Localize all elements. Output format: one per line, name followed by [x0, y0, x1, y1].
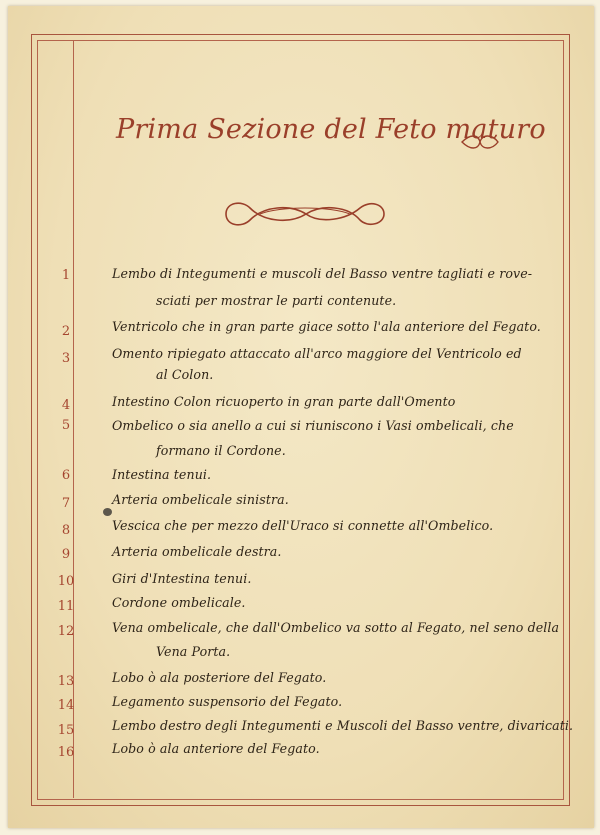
entry-number: 3 [61, 351, 71, 366]
entry-number: 9 [61, 547, 71, 562]
entry-line: Intestina tenui. [112, 467, 212, 482]
entry-line: Legamento suspensorio del Fegato. [112, 694, 343, 709]
entry-number: 16 [57, 745, 75, 760]
entry-line: Intestino Colon ricuoperto in gran parte dall'Omento [112, 394, 456, 409]
entry-line: Omento ripiegato attaccato all'arco maggiore del Ventricolo ed [112, 346, 522, 361]
entry-number: 5 [61, 418, 71, 433]
entry-number: 1 [61, 268, 71, 283]
page-title: Prima Sezione del Feto maturo [116, 114, 546, 145]
decorative-flourish-icon [220, 194, 390, 234]
entry-number: 12 [57, 624, 75, 639]
entry-line: Lembo di Integumenti e muscoli del Basso ventre tagliati e rove- [112, 266, 533, 281]
entry-line: Ombelico o sia anello a cui si riuniscono i Vasi ombelicali, che [112, 418, 514, 433]
entry-number: 8 [61, 523, 71, 538]
title-flourish-icon [460, 132, 500, 152]
entry-number: 6 [61, 468, 71, 483]
entry-line: Cordone ombelicale. [112, 595, 246, 610]
entry-line-continued: Vena Porta. [156, 644, 231, 659]
entry-line-continued: al Colon. [156, 367, 214, 382]
entry-line: Arteria ombelicale sinistra. [112, 492, 289, 507]
ink-blot [103, 508, 112, 516]
entry-number: 10 [57, 574, 75, 589]
entry-line-continued: formano il Cordone. [156, 443, 286, 458]
entry-line: Lobo ò ala anteriore del Fegato. [112, 741, 320, 756]
entry-line: Vescica che per mezzo dell'Uraco si connette all'Ombelico. [112, 518, 494, 533]
entry-line: Lobo ò ala posteriore del Fegato. [112, 670, 327, 685]
entry-number: 11 [57, 599, 75, 614]
entry-line-continued: sciati per mostrar le parti contenute. [156, 293, 397, 308]
entry-line: Lembo destro degli Integumenti e Muscoli del Basso ventre, divaricati. [112, 718, 574, 733]
entry-line: Vena ombelicale, che dall'Ombelico va sotto al Fegato, nel seno della [112, 620, 560, 635]
entry-number: 4 [61, 398, 71, 413]
entry-number: 13 [57, 674, 75, 689]
entry-line: Giri d'Intestina tenui. [112, 571, 252, 586]
entry-line: Ventricolo che in gran parte giace sotto l'ala anteriore del Fegato. [112, 319, 541, 334]
entry-number: 14 [57, 698, 75, 713]
manuscript-page [8, 6, 594, 828]
entry-number: 15 [57, 723, 75, 738]
entry-number: 7 [61, 496, 71, 511]
entry-line: Arteria ombelicale destra. [112, 544, 282, 559]
entry-number: 2 [61, 324, 71, 339]
